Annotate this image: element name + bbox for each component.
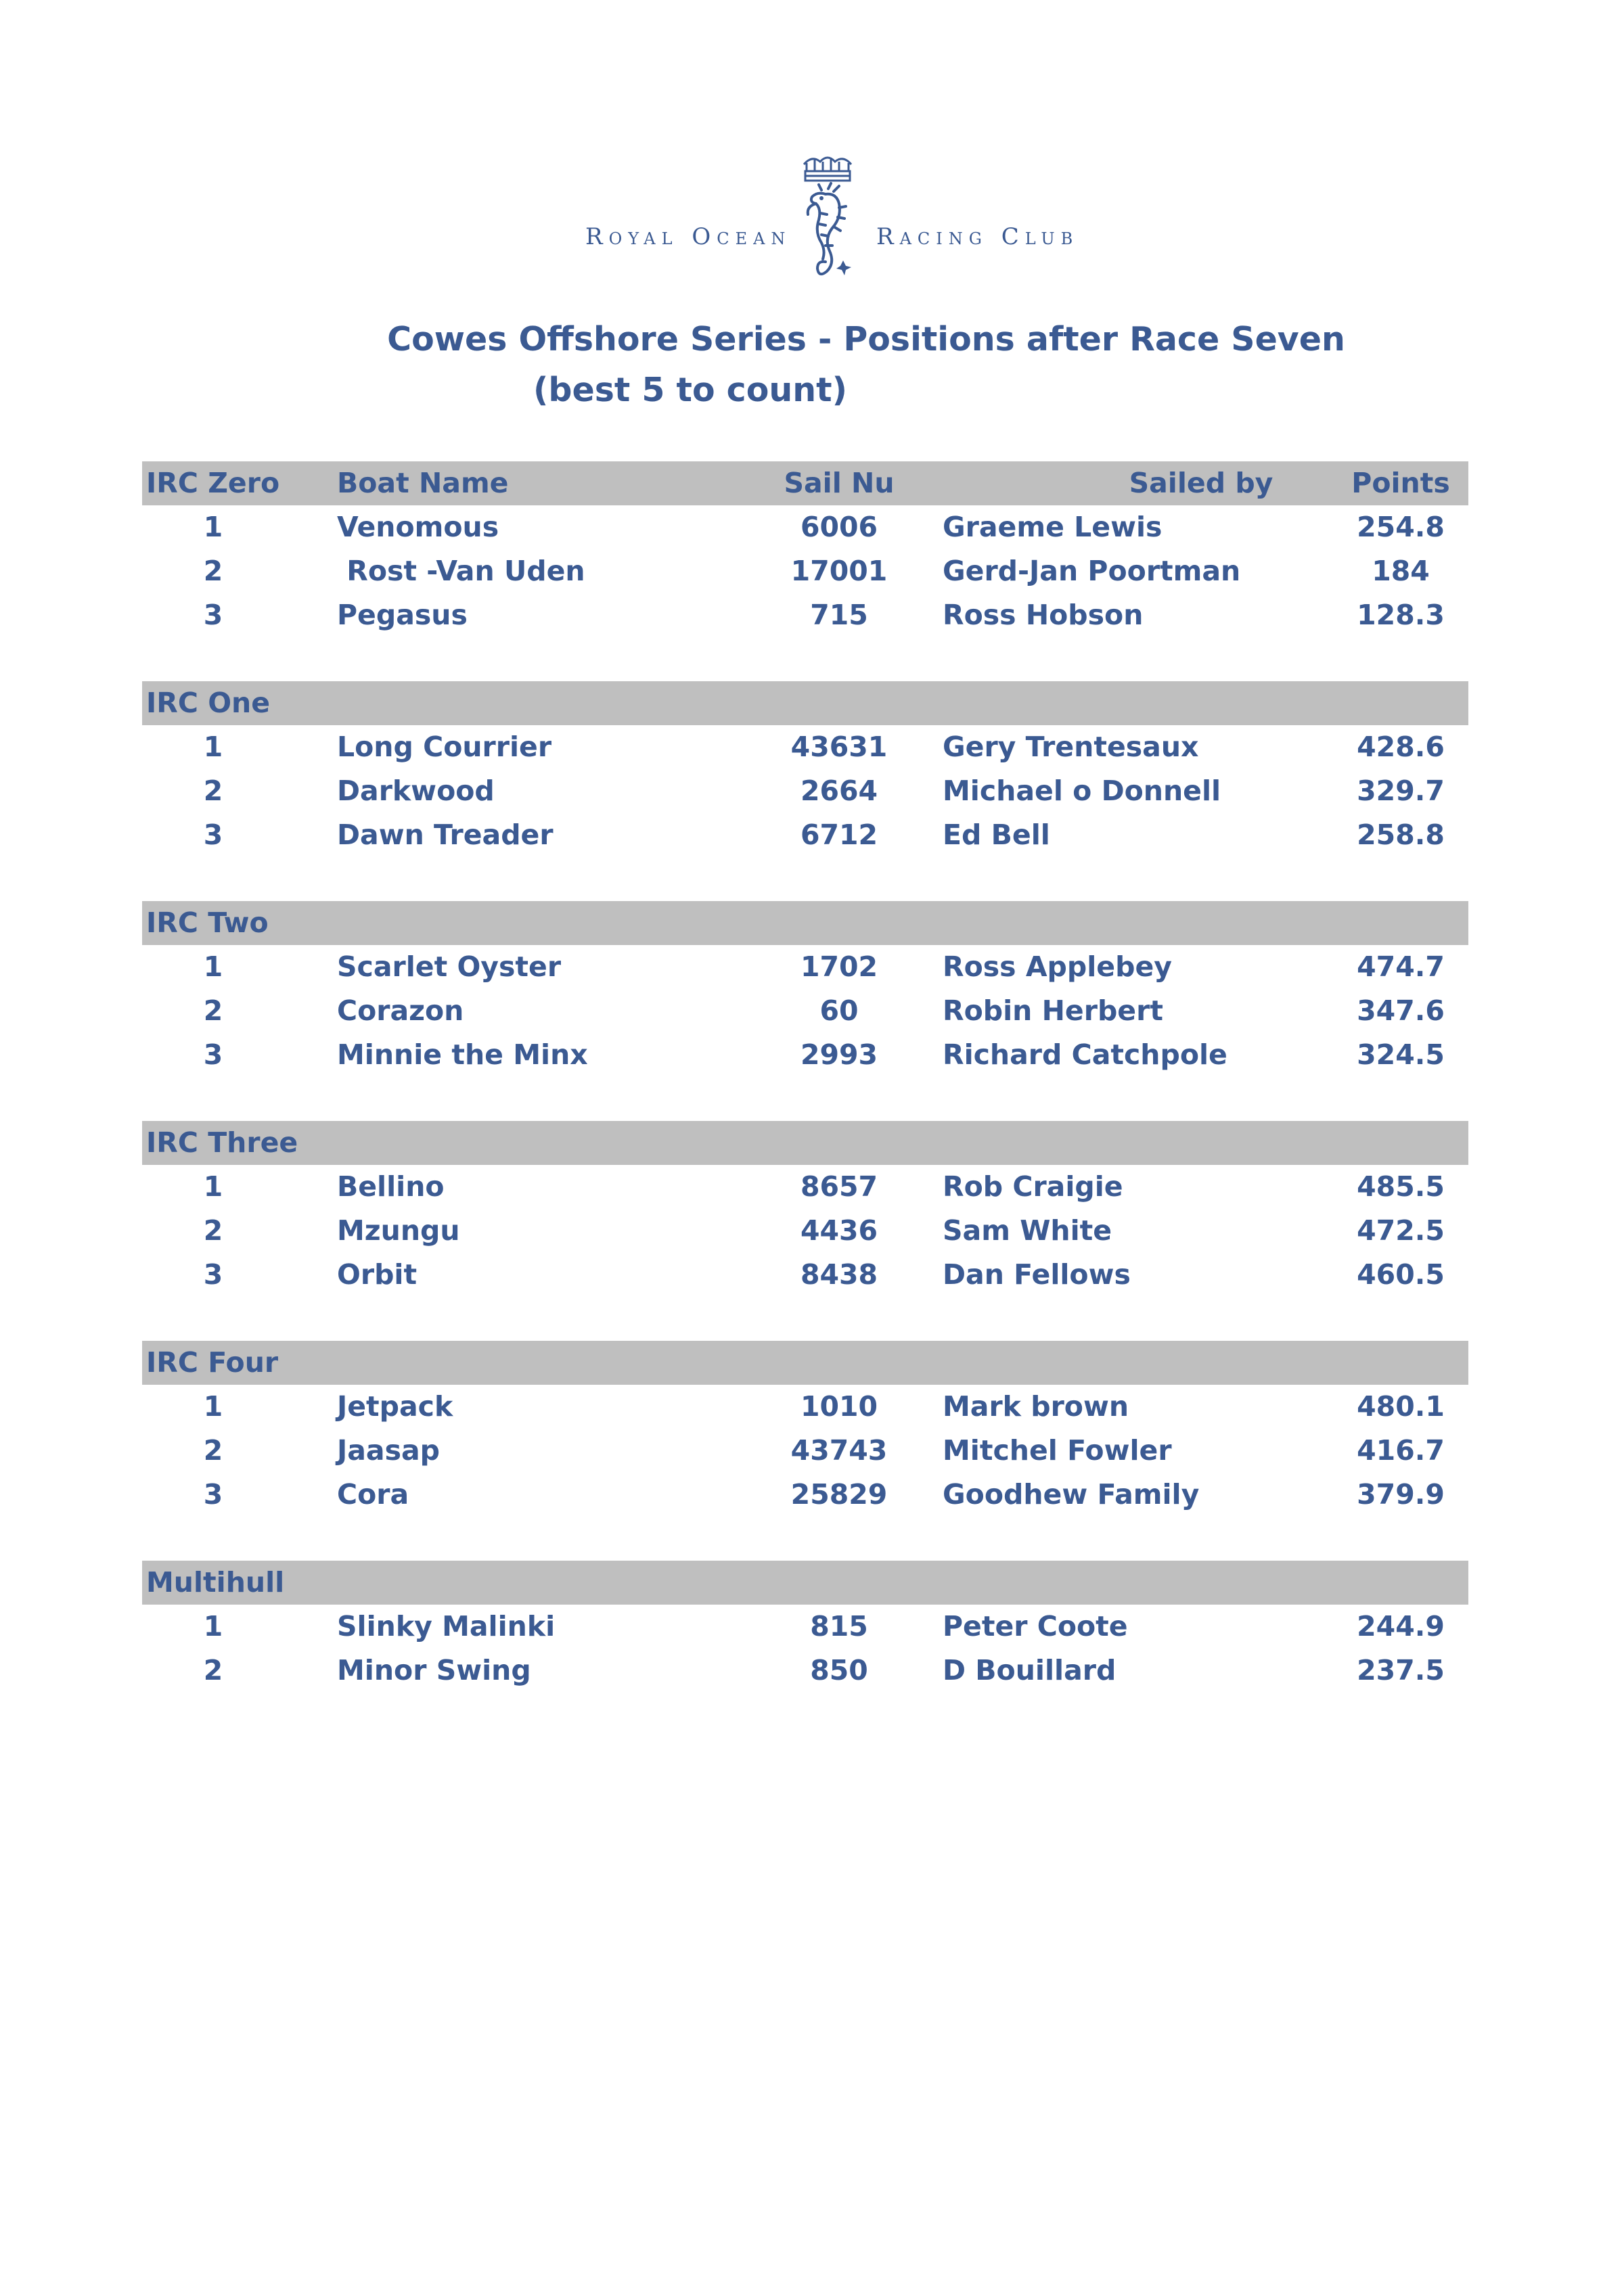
boat-cell: Bellino (337, 1170, 445, 1203)
table-row (142, 1253, 1468, 1297)
points-cell: 460.5 (1357, 1258, 1445, 1291)
position-cell: 2 (203, 555, 223, 587)
section-header-row (142, 681, 1468, 725)
table-row (142, 725, 1468, 769)
logo-right-text: Racing Club (876, 223, 1079, 250)
boat-cell: Slinky Malinki (337, 1610, 556, 1643)
table-row (142, 769, 1468, 813)
skipper-cell: Robin Herbert (943, 994, 1163, 1027)
skipper-cell: Peter Coote (943, 1610, 1128, 1643)
boat-cell: Minnie the Minx (337, 1038, 588, 1071)
club-logo (0, 152, 1624, 301)
header-class: IRC Zero (146, 467, 280, 499)
points-cell: 480.1 (1357, 1390, 1445, 1423)
position-cell: 3 (203, 1478, 223, 1511)
header-boat: Boat Name (337, 467, 509, 499)
points-cell: 472.5 (1357, 1214, 1445, 1247)
section-header-row (142, 901, 1468, 945)
sail-cell: 1010 (800, 1390, 878, 1423)
section-name: IRC One (146, 687, 271, 719)
section-header-row (142, 1561, 1468, 1605)
table-row (142, 1165, 1468, 1209)
logo-left-text: Royal Ocean (585, 223, 792, 250)
position-cell: 2 (203, 1654, 223, 1686)
sail-cell: 60 (819, 994, 859, 1027)
table-row (142, 1429, 1468, 1473)
section-spacer (142, 1517, 1468, 1561)
position-cell: 2 (203, 994, 223, 1027)
skipper-cell: Michael o Donnell (943, 775, 1221, 807)
table-row (142, 1473, 1468, 1517)
position-cell: 2 (203, 1434, 223, 1467)
points-cell: 254.8 (1357, 511, 1445, 543)
page-title: Cowes Offshore Series - Positions after Race Seven (387, 320, 1345, 359)
boat-cell: Long Courrier (337, 731, 552, 763)
boat-cell: Dawn Treader (337, 819, 554, 851)
points-cell: 416.7 (1357, 1434, 1445, 1467)
section-name: IRC Three (146, 1126, 298, 1159)
position-cell: 3 (203, 819, 223, 851)
skipper-cell: Mitchel Fowler (943, 1434, 1172, 1467)
points-cell: 329.7 (1357, 775, 1445, 807)
points-cell: 258.8 (1357, 819, 1445, 851)
section-header-row (142, 1341, 1468, 1385)
boat-cell: Jetpack (337, 1390, 453, 1423)
boat-cell: Venomous (337, 511, 499, 543)
boat-cell: Minor Swing (337, 1654, 531, 1686)
sail-cell: 8438 (800, 1258, 878, 1291)
table-row (142, 989, 1468, 1033)
section-name: IRC Two (146, 906, 269, 939)
position-cell: 1 (203, 1170, 223, 1203)
table-row (142, 1649, 1468, 1693)
skipper-cell: Ed Bell (943, 819, 1050, 851)
section-name: Multihull (146, 1566, 285, 1599)
boat-cell: Rost -Van Uden (337, 555, 585, 587)
skipper-cell: D Bouillard (943, 1654, 1116, 1686)
skipper-cell: Sam White (943, 1214, 1112, 1247)
boat-cell: Corazon (337, 994, 464, 1027)
table-row (142, 1033, 1468, 1077)
position-cell: 1 (203, 731, 223, 763)
position-cell: 2 (203, 1214, 223, 1247)
table-row (142, 549, 1468, 593)
boat-cell: Scarlet Oyster (337, 950, 562, 983)
points-cell: 428.6 (1357, 731, 1445, 763)
position-cell: 3 (203, 599, 223, 631)
boat-cell: Orbit (337, 1258, 418, 1291)
header-points: Points (1351, 467, 1450, 499)
table-row (142, 813, 1468, 857)
sail-cell: 17001 (790, 555, 888, 587)
table-row (142, 593, 1468, 637)
section-spacer (142, 857, 1468, 901)
boat-cell: Jaasap (337, 1434, 441, 1467)
points-cell: 128.3 (1357, 599, 1445, 631)
sail-cell: 2664 (800, 775, 878, 807)
points-cell: 347.6 (1357, 994, 1445, 1027)
sail-cell: 2993 (800, 1038, 878, 1071)
points-cell: 485.5 (1357, 1170, 1445, 1203)
section-name: IRC Four (146, 1346, 279, 1379)
skipper-cell: Goodhew Family (943, 1478, 1200, 1511)
points-cell: 379.9 (1357, 1478, 1445, 1511)
sail-cell: 25829 (790, 1478, 888, 1511)
position-cell: 1 (203, 1390, 223, 1423)
sail-cell: 715 (810, 599, 868, 631)
section-spacer (142, 637, 1468, 681)
skipper-cell: Rob Craigie (943, 1170, 1123, 1203)
points-cell: 237.5 (1357, 1654, 1445, 1686)
points-cell: 184 (1372, 555, 1430, 587)
section-spacer (142, 1077, 1468, 1121)
boat-cell: Pegasus (337, 599, 468, 631)
table-header-row (142, 461, 1468, 505)
seahorse-crown-icon (792, 152, 863, 298)
header-skipper: Sailed by (1129, 467, 1273, 499)
skipper-cell: Richard Catchpole (943, 1038, 1227, 1071)
position-cell: 1 (203, 950, 223, 983)
table-row (142, 945, 1468, 989)
table-row (142, 1209, 1468, 1253)
boat-cell: Cora (337, 1478, 409, 1511)
position-cell: 1 (203, 511, 223, 543)
results-table (142, 461, 1468, 1693)
skipper-cell: Gerd-Jan Poortman (943, 555, 1241, 587)
boat-cell: Mzungu (337, 1214, 460, 1247)
section-spacer (142, 1297, 1468, 1341)
points-cell: 244.9 (1357, 1610, 1445, 1643)
skipper-cell: Dan Fellows (943, 1258, 1131, 1291)
skipper-cell: Mark brown (943, 1390, 1129, 1423)
sail-cell: 815 (810, 1610, 868, 1643)
sail-cell: 4436 (800, 1214, 878, 1247)
points-cell: 474.7 (1357, 950, 1445, 983)
table-row (142, 1605, 1468, 1649)
table-row (142, 1385, 1468, 1429)
sail-cell: 6006 (800, 511, 878, 543)
sail-cell: 850 (810, 1654, 868, 1686)
position-cell: 1 (203, 1610, 223, 1643)
skipper-cell: Gery Trentesaux (943, 731, 1199, 763)
skipper-cell: Ross Applebey (943, 950, 1172, 983)
position-cell: 2 (203, 775, 223, 807)
sail-cell: 43631 (790, 731, 888, 763)
section-header-row (142, 1121, 1468, 1165)
sail-cell: 1702 (800, 950, 878, 983)
skipper-cell: Ross Hobson (943, 599, 1144, 631)
sail-cell: 6712 (800, 819, 878, 851)
boat-cell: Darkwood (337, 775, 495, 807)
position-cell: 3 (203, 1258, 223, 1291)
skipper-cell: Graeme Lewis (943, 511, 1163, 543)
header-sail: Sail Nu (784, 467, 895, 499)
page-subtitle: (best 5 to count) (533, 371, 847, 409)
table-row (142, 505, 1468, 549)
sail-cell: 43743 (790, 1434, 888, 1467)
position-cell: 3 (203, 1038, 223, 1071)
sail-cell: 8657 (800, 1170, 878, 1203)
points-cell: 324.5 (1357, 1038, 1445, 1071)
